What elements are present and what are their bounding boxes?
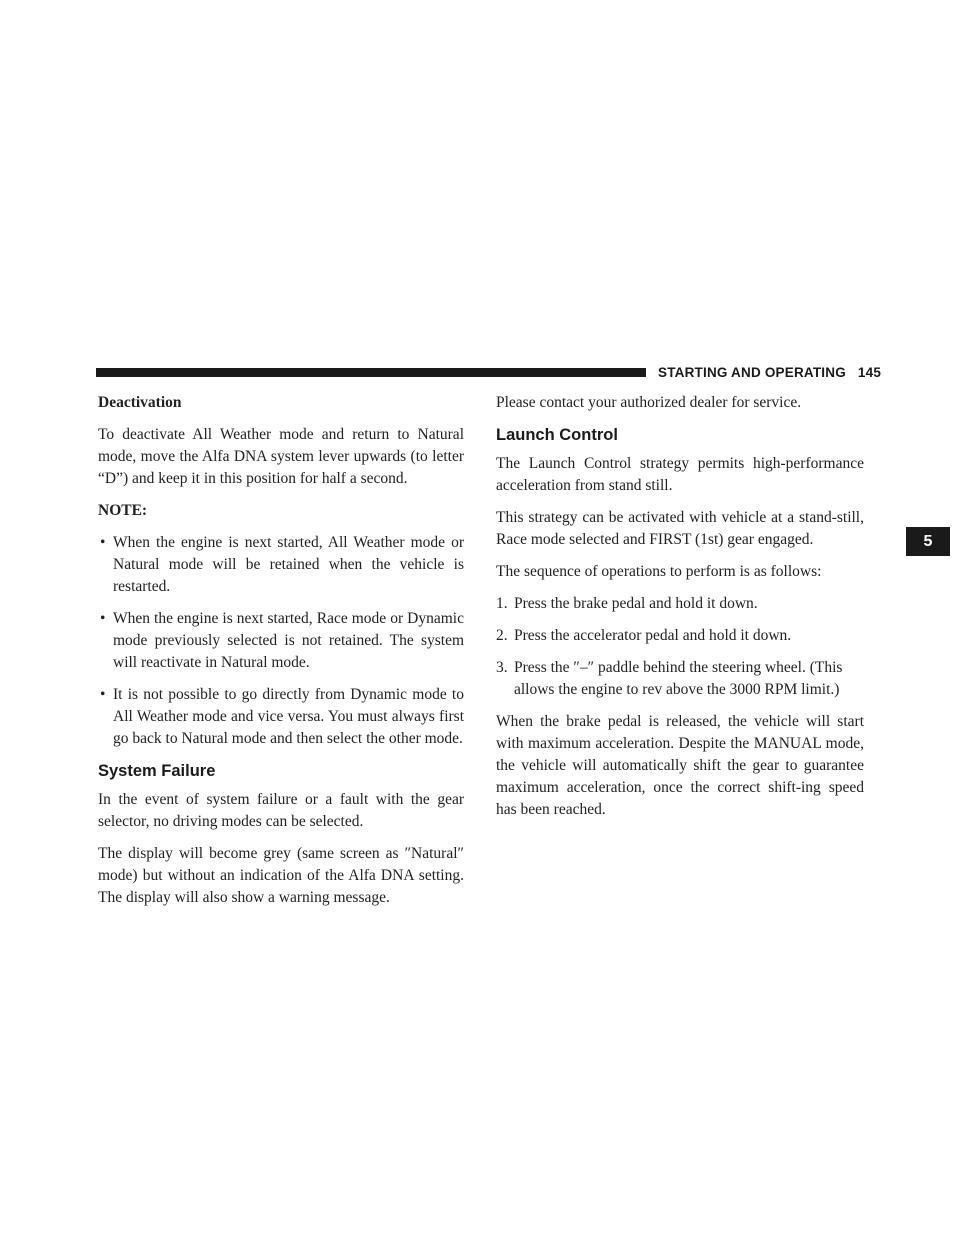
note-text: When the engine is next started, All Weather mode or Natural mode will be retained when the vehicle is restarted. — [113, 534, 464, 595]
bullet-marker: • — [100, 534, 106, 551]
note-text: It is not possible to go directly from Dynamic mode to All Weather mode and vice versa. You must always first go back to Natural mode and then select the other mode. — [113, 686, 464, 747]
launch-paragraph: This strategy can be activated with vehicle at a stand-still, Race mode selected and FIRST (1st) gear engaged. — [496, 509, 864, 548]
note-item — [98, 532, 464, 598]
step-number: 3. — [496, 659, 508, 676]
chapter-tab: 5 — [906, 527, 950, 556]
step-text: Press the brake pedal and hold it down. — [514, 595, 758, 612]
note-item — [98, 684, 464, 750]
launch-control-heading: Launch Control — [496, 426, 618, 444]
left-column — [98, 392, 464, 919]
deactivation-text: To deactivate All Weather mode and return to Natural mode, move the Alfa DNA system lever upwards (to letter “D”) and keep it in this position for half a second. — [98, 426, 464, 487]
note-text: When the engine is next started, Race mode or Dynamic mode previously selected is not retained. The system will reactivate in Natural mode. — [113, 610, 464, 671]
bullet-marker: • — [100, 610, 106, 627]
system-failure-heading: System Failure — [98, 762, 216, 780]
section-title: STARTING AND OPERATING — [658, 365, 846, 380]
system-failure-paragraph: The display will become grey (same screen as ″Natural″ mode) but without an indication of the Alfa DNA setting. The display will also show a warning message. — [98, 845, 464, 906]
launch-paragraph: The sequence of operations to perform is as follows: — [496, 563, 822, 580]
running-header — [658, 364, 881, 382]
right-column — [496, 392, 864, 831]
step-number: 1. — [496, 595, 508, 612]
system-failure-paragraph: In the event of system failure or a fault with the gear selector, no driving modes can be selected. — [98, 791, 464, 830]
bullet-marker: • — [100, 686, 106, 703]
step-item — [496, 625, 864, 647]
launch-paragraph: When the brake pedal is released, the vehicle will start with maximum acceleration. Despite the MANUAL mode, the vehicle will automatically shift the gear to guarantee maximum acceleration, once the correct shift-ing speed has been reached. — [496, 713, 864, 818]
step-item — [496, 593, 864, 615]
step-text: Press the ″–″ paddle behind the steering wheel. (This allows the engine to rev above the 3000 RPM limit.) — [514, 659, 843, 698]
note-label: NOTE: — [98, 502, 148, 519]
launch-paragraph: The Launch Control strategy permits high-performance acceleration from stand still. — [496, 455, 864, 494]
header-rule — [96, 368, 646, 377]
deactivation-heading: Deactivation — [98, 394, 182, 411]
step-number: 2. — [496, 627, 508, 644]
service-text: Please contact your authorized dealer for service. — [496, 394, 802, 411]
page-number: 145 — [857, 365, 882, 380]
step-item — [496, 657, 864, 701]
note-item — [98, 608, 464, 674]
step-text: Press the accelerator pedal and hold it down. — [514, 627, 792, 644]
